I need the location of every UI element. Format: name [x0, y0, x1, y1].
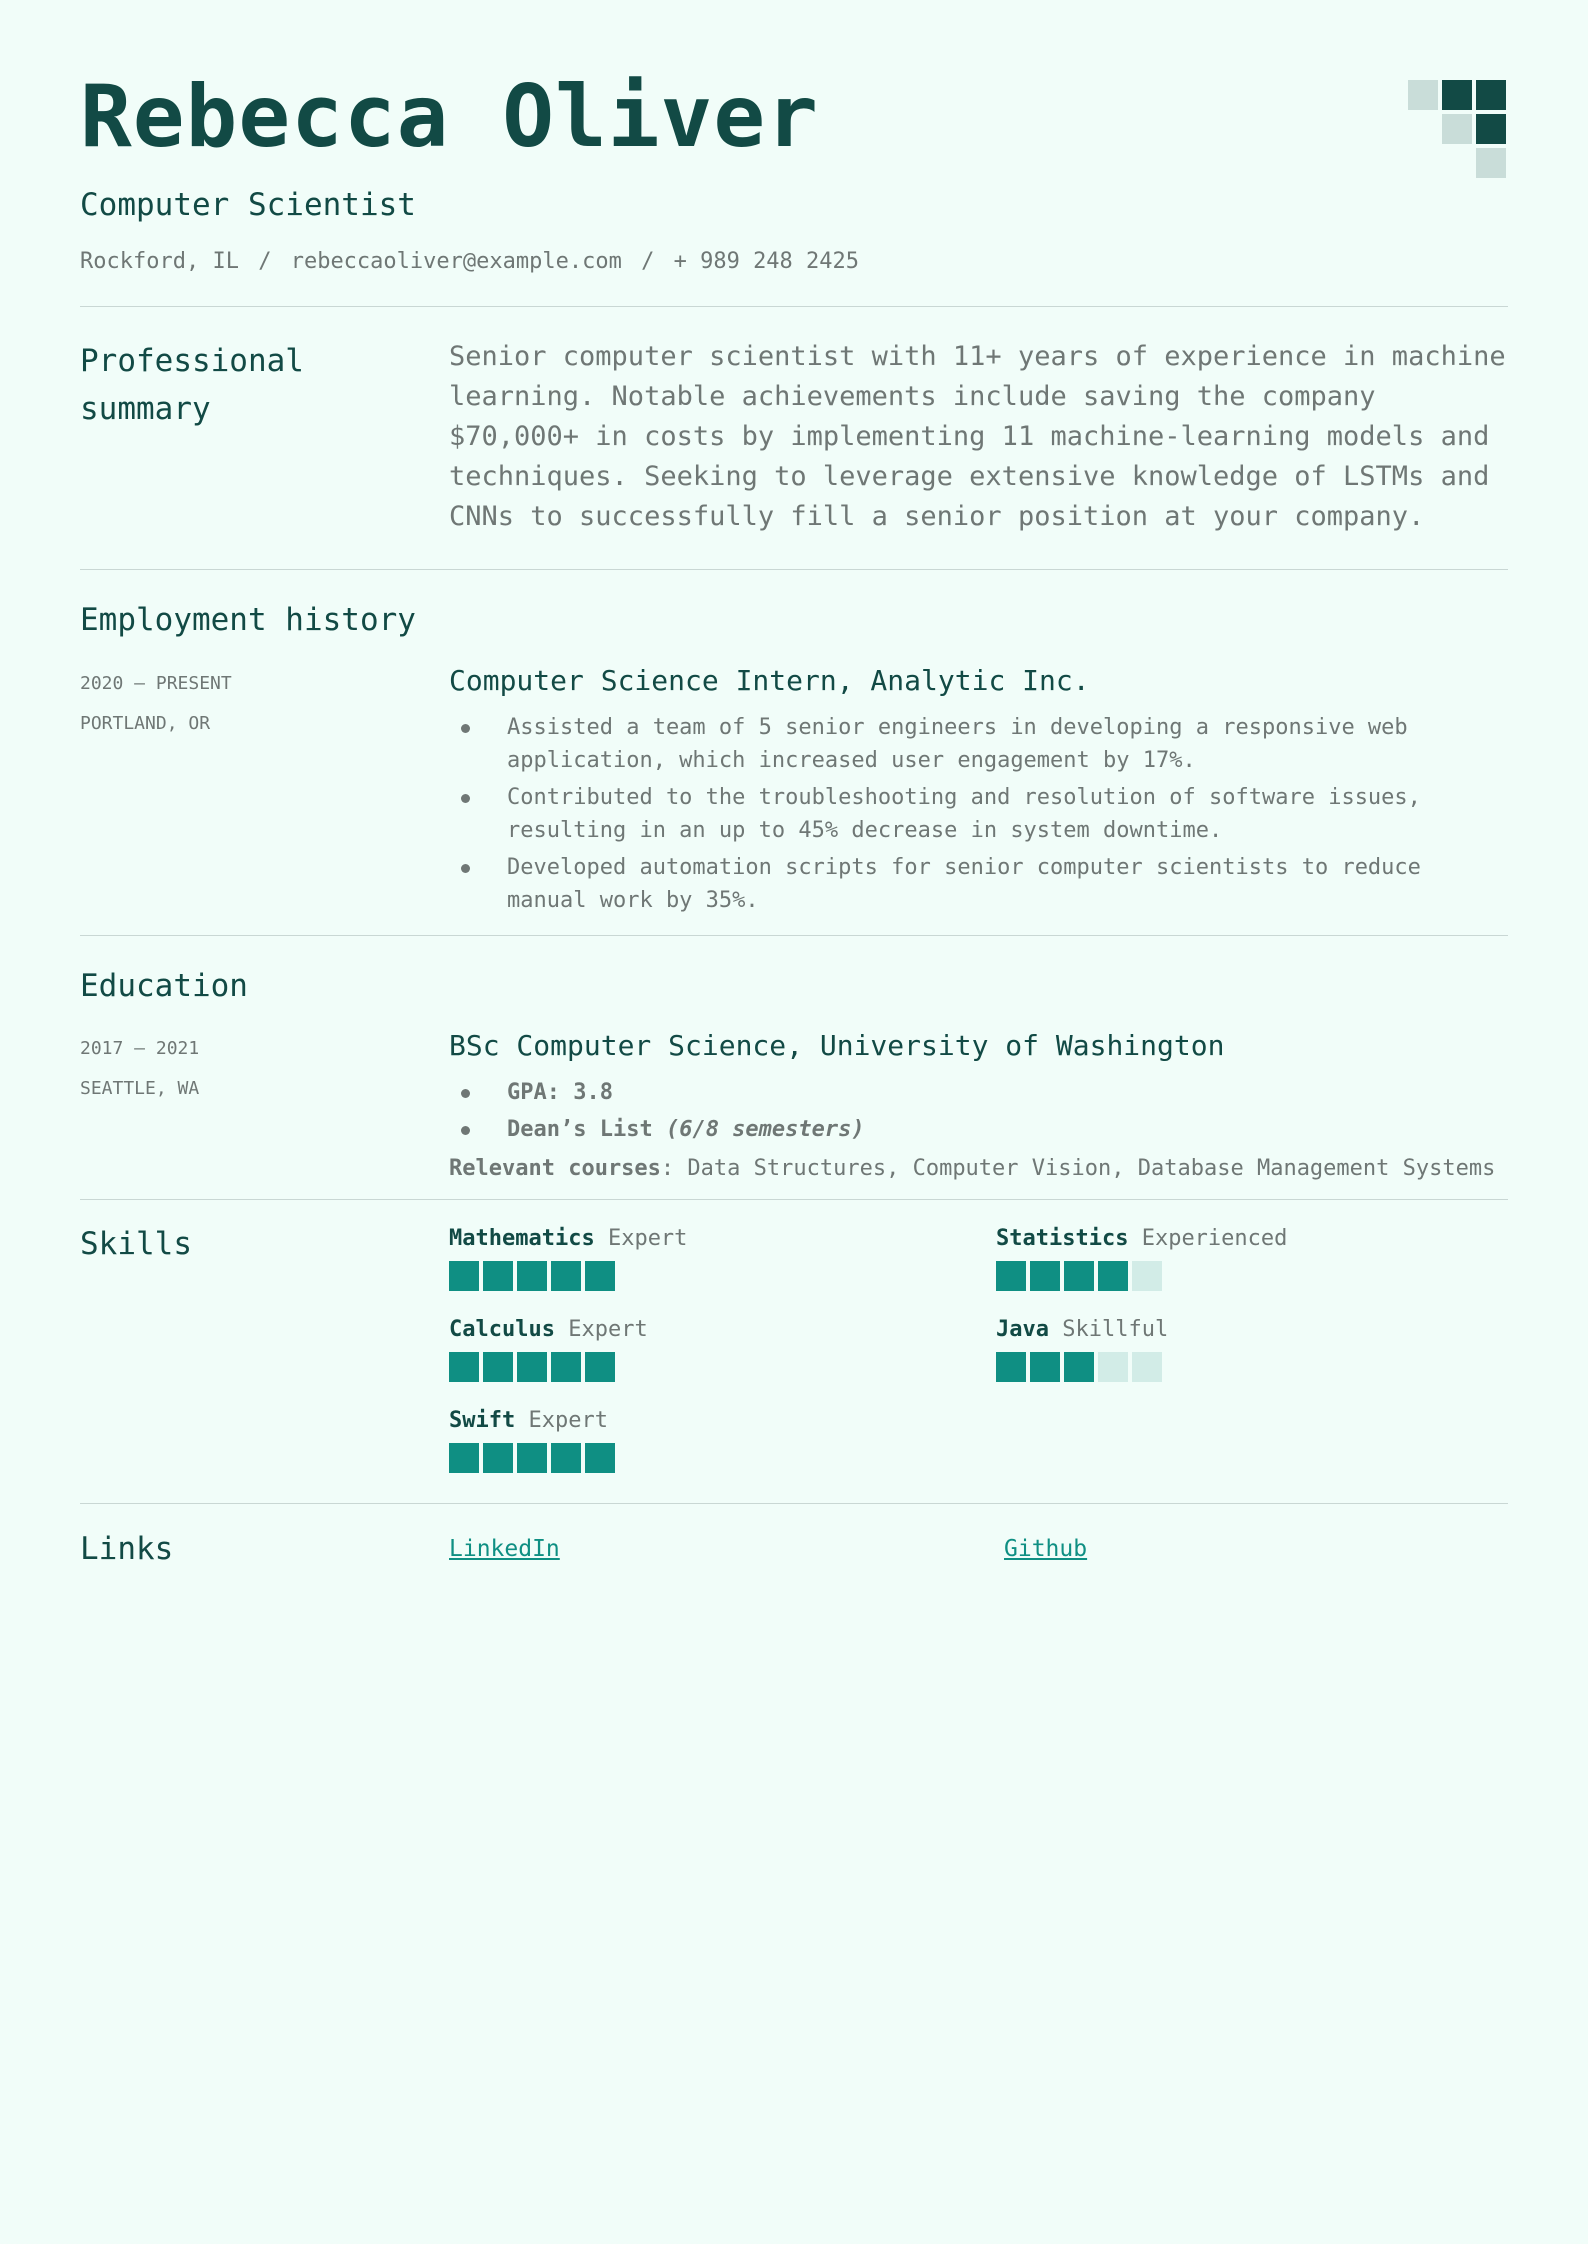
skills-grid: [449, 1226, 1508, 1473]
skill-level-bar: [449, 1261, 996, 1291]
contact-separator: /: [641, 248, 655, 274]
skill-item: [996, 1226, 1508, 1291]
education-entry: [80, 1029, 1508, 1181]
skill-segment-filled: [1064, 1352, 1094, 1382]
skill-segment-filled: [551, 1443, 581, 1473]
skill-name: Java: [996, 1317, 1049, 1343]
summary-heading: Professional summary: [80, 343, 304, 427]
skill-segment-filled: [449, 1261, 479, 1291]
skill-segment-filled: [449, 1352, 479, 1382]
logo-square: [1442, 80, 1472, 110]
skill-level-bar: [449, 1352, 996, 1382]
skill-item: [996, 1317, 1508, 1382]
logo-square: [1476, 148, 1506, 178]
job-title: Computer Scientist: [80, 186, 416, 223]
deans-list: Dean’s List: [507, 1117, 653, 1143]
candidate-name: Rebecca Oliver: [80, 67, 819, 167]
phone: + 989 248 2425: [673, 248, 860, 274]
skills-heading: Skills: [80, 1226, 192, 1263]
logo-square: [1408, 80, 1438, 110]
skill-segment-filled: [551, 1261, 581, 1291]
skill-segment-empty: [1132, 1261, 1162, 1291]
skill-level-label: Expert: [568, 1317, 648, 1343]
skill-segment-filled: [996, 1352, 1026, 1382]
skill-item: [449, 1408, 996, 1473]
skill-segment-filled: [1030, 1261, 1060, 1291]
logo-mark-icon: [1408, 80, 1508, 180]
skill-label: [996, 1226, 1508, 1251]
skill-name: Swift: [449, 1408, 516, 1434]
skill-segment-filled: [1030, 1352, 1060, 1382]
skill-label: [449, 1408, 996, 1433]
skill-segment-filled: [517, 1261, 547, 1291]
skill-level-bar: [449, 1443, 996, 1473]
skill-item: [449, 1317, 996, 1382]
courses-label: Relevant courses: [449, 1156, 661, 1182]
employment-bullets: [449, 711, 1508, 917]
links-heading: Links: [80, 1531, 174, 1568]
education-heading: Education: [80, 967, 248, 1004]
summary-section: [80, 307, 1508, 569]
skill-segment-filled: [585, 1443, 615, 1473]
skills-section: [80, 1200, 1508, 1503]
summary-text: Senior computer scientist with 11+ years of experience in machine learning. Notable achievements include saving the company $70,000+ in costs by implementing 11 machine-learning models and techniques. Seeking to leverage extensive knowledge of LSTMs and CNNs to successfully fill a senior position at your company.: [449, 341, 1506, 532]
email: rebeccaoliver@example.com: [290, 248, 622, 274]
relevant-courses: [449, 1156, 1508, 1181]
skill-segment-filled: [585, 1352, 615, 1382]
gpa: GPA: 3.8: [507, 1080, 613, 1106]
skill-level-bar: [996, 1261, 1508, 1291]
skill-label: [449, 1226, 996, 1251]
skill-name: Statistics: [996, 1226, 1129, 1252]
logo-square: [1476, 114, 1506, 144]
courses-list: : Data Structures, Computer Vision, Database Management Systems: [660, 1156, 1496, 1182]
skill-level-label: Experienced: [1141, 1226, 1288, 1252]
skill-level-label: Skillful: [1062, 1317, 1169, 1343]
skill-level-label: Expert: [528, 1408, 608, 1434]
list-item: Assisted a team of 5 senior engineers in developing a responsive web application, which increased user engagement by 17%.: [507, 711, 1508, 777]
education-dates: 2017 — 2021: [80, 1038, 200, 1060]
logo-square: [1476, 80, 1506, 110]
skill-segment-filled: [1098, 1261, 1128, 1291]
employment-dates: 2020 — PRESENT: [80, 672, 232, 694]
skill-name: Calculus: [449, 1317, 555, 1343]
list-item: [507, 1113, 1508, 1146]
skill-segment-filled: [483, 1352, 513, 1382]
linkedin-link[interactable]: LinkedIn: [449, 1536, 560, 1563]
skill-segment-filled: [483, 1443, 513, 1473]
skill-level-bar: [996, 1352, 1508, 1382]
employment-entry: [80, 664, 1508, 921]
skill-level-label: Expert: [607, 1226, 688, 1252]
resume-header: [80, 67, 1508, 306]
skill-segment-empty: [1132, 1352, 1162, 1382]
list-item: [507, 1076, 1508, 1109]
skill-segment-filled: [449, 1443, 479, 1473]
location: Rockford, IL: [80, 248, 239, 274]
contact-line: [80, 249, 1508, 274]
skill-segment-empty: [1098, 1352, 1128, 1382]
employment-heading: Employment history: [80, 602, 416, 638]
skill-name: Mathematics: [449, 1226, 595, 1252]
employment-section: [80, 570, 1508, 935]
list-item: Developed automation scripts for senior computer scientists to reduce manual work by 35%.: [507, 851, 1508, 917]
education-title: BSc Computer Science, University of Washington: [449, 1029, 1225, 1063]
list-item: Contributed to the troubleshooting and resolution of software issues, resulting in an up to 45% decrease in system downtime.: [507, 781, 1508, 847]
skill-segment-filled: [585, 1261, 615, 1291]
github-link[interactable]: Github: [1004, 1536, 1088, 1563]
contact-separator: /: [258, 248, 272, 274]
education-bullets: [449, 1076, 1508, 1146]
education-section: [80, 936, 1508, 1200]
logo-square: [1442, 114, 1472, 144]
employment-title: Computer Science Intern, Analytic Inc.: [449, 663, 1090, 697]
skill-label: [996, 1317, 1508, 1342]
education-location: SEATTLE, WA: [80, 1078, 200, 1100]
links-section: [80, 1504, 1508, 1568]
employment-location: PORTLAND, OR: [80, 712, 211, 734]
skill-segment-filled: [1064, 1261, 1094, 1291]
skill-segment-filled: [517, 1443, 547, 1473]
resume-content: [80, 67, 1508, 1568]
skill-label: [449, 1317, 996, 1342]
skill-segment-filled: [551, 1352, 581, 1382]
skill-segment-filled: [483, 1261, 513, 1291]
skill-segment-filled: [517, 1352, 547, 1382]
skill-segment-filled: [996, 1261, 1026, 1291]
skill-item: [449, 1226, 996, 1291]
deans-list-detail: (6/8 semesters): [665, 1117, 865, 1143]
